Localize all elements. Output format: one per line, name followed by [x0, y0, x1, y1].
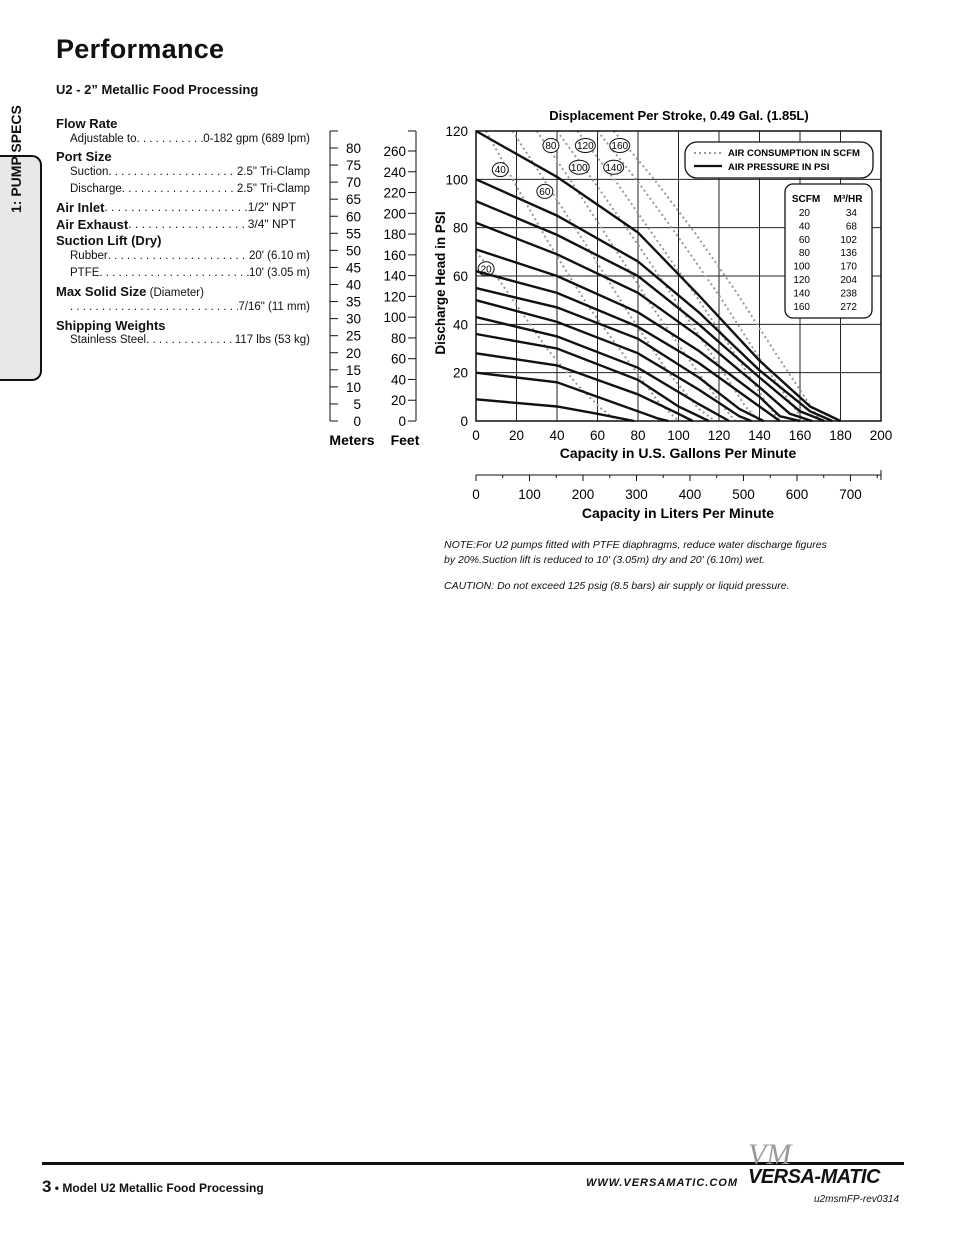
air-exhaust-value: 3/4" NPT: [247, 217, 296, 231]
liters-tick-label: 600: [785, 487, 809, 502]
liters-tick-label: 700: [839, 487, 862, 502]
table-cell-m3hr: 170: [840, 261, 857, 273]
table-cell-m3hr: 136: [840, 248, 857, 260]
max-solid-note: (Diameter): [149, 287, 204, 299]
x-tick-label: 200: [869, 428, 893, 443]
x-tick-label: 40: [549, 428, 565, 443]
x-tick-label: 20: [508, 428, 525, 443]
x-tick-label: 60: [589, 428, 606, 443]
head-scales: [329, 131, 419, 448]
meters-tick-label: 80: [345, 141, 361, 156]
website-link[interactable]: WWW.VERSAMATIC.COM: [586, 1177, 739, 1189]
suction-lift-heading: Suction Lift (Dry): [56, 233, 162, 248]
table-cell-scfm: 160: [793, 301, 810, 313]
consumption-label-120: 120: [577, 141, 594, 152]
feet-tick-label: 140: [383, 268, 406, 284]
feet-tick-label: 200: [383, 206, 406, 222]
liters-tick-label: 100: [518, 487, 541, 502]
meters-tick-label: 55: [345, 226, 361, 242]
table-header-m3hr: M³/HR: [833, 194, 863, 205]
table-cell-scfm: 60: [798, 234, 810, 246]
meters-tick-label: 40: [345, 277, 361, 293]
y-axis-label: Discharge Head in PSI: [433, 211, 448, 355]
consumption-label-80: 80: [545, 141, 557, 152]
feet-tick-label: 60: [390, 351, 406, 367]
y-tick-label: 80: [452, 220, 468, 236]
port-size-heading: Port Size: [56, 149, 112, 164]
feet-tick-label: 80: [390, 330, 406, 346]
brand-logo: VERSA-MATIC: [748, 1166, 880, 1188]
liters-tick-label: 400: [678, 487, 702, 502]
feet-tick-label: 220: [383, 185, 406, 201]
y-tick-label: 120: [445, 124, 468, 139]
liters-tick-label: 0: [472, 487, 480, 502]
max-solid-heading: Max Solid Size: [56, 284, 147, 299]
meters-tick-label: 15: [345, 362, 361, 378]
x-tick-label: 0: [472, 428, 480, 443]
y-tick-label: 60: [452, 269, 468, 284]
feet-tick-label: 180: [383, 227, 406, 243]
table-header-scfm: SCFM: [791, 194, 821, 205]
liters-axis-label: Capacity in Liters Per Minute: [581, 505, 775, 521]
performance-chart: [0, 0, 954, 560]
table-cell-scfm: 40: [798, 221, 810, 233]
table-cell-m3hr: 272: [840, 301, 857, 313]
rubber-value: 20' (6.10 m): [249, 250, 310, 262]
feet-tick-label: 0: [398, 414, 406, 429]
revision-code: u2msmFP-rev0314: [814, 1194, 900, 1205]
legend-item-consumption: AIR CONSUMPTION IN SCFM: [728, 148, 860, 159]
ptfe-value: 10' (3.05 m): [249, 267, 310, 279]
x-tick-label: 160: [788, 428, 812, 443]
suction-value: 2.5" Tri-Clamp: [236, 166, 310, 178]
x-axis-label: Capacity in U.S. Gallons Per Minute: [559, 445, 797, 461]
table-cell-m3hr: 68: [845, 221, 857, 233]
x-tick-label: 120: [707, 428, 731, 443]
feet-tick-label: 160: [383, 247, 406, 263]
y-tick-label: 40: [452, 317, 468, 333]
air-exhaust-heading: Air Exhaust: [56, 217, 129, 232]
legend-item-pressure: AIR PRESSURE IN PSI: [728, 162, 830, 173]
meters-tick-label: 60: [345, 209, 361, 225]
feet-tick-label: 260: [383, 144, 406, 159]
meters-tick-label: 35: [345, 294, 361, 310]
meters-tick-label: 5: [353, 396, 361, 412]
y-tick-label: 0: [460, 414, 468, 429]
x-tick-label: 80: [630, 428, 646, 443]
consumption-label-60: 60: [539, 186, 551, 198]
table-cell-m3hr: 34: [845, 208, 857, 219]
side-tab-label: 1: PUMP SPECS: [8, 105, 24, 213]
page-number: 3: [42, 1177, 52, 1196]
meters-label: Meters: [329, 432, 375, 448]
ptfe-label: PTFE: [70, 267, 100, 279]
table-cell-m3hr: 102: [840, 234, 857, 246]
x-tick-label: 180: [829, 428, 852, 443]
chart-legend: [685, 142, 873, 318]
consumption-label-100: 100: [570, 162, 588, 174]
pressure-line-9: [476, 317, 729, 421]
shipping-label: Stainless Steel: [70, 334, 147, 346]
feet-tick-label: 20: [390, 393, 406, 409]
table-cell-m3hr: 204: [840, 275, 857, 286]
shipping-heading: Shipping Weights: [56, 318, 166, 333]
meters-tick-label: 50: [345, 243, 361, 259]
y-tick-label: 100: [445, 172, 468, 188]
meters-tick-label: 70: [345, 175, 361, 191]
y-tick-label: 20: [452, 365, 468, 381]
max-solid-value: 7/16" (11 mm): [238, 301, 310, 313]
liters-tick-label: 500: [732, 487, 755, 502]
meters-tick-label: 65: [345, 192, 361, 208]
feet-tick-label: 40: [390, 372, 406, 388]
table-cell-scfm: 120: [793, 275, 810, 286]
table-cell-scfm: 140: [793, 288, 810, 300]
note-line-1: NOTE:For U2 pumps fitted with PTFE diaphragms, reduce water discharge figures: [444, 539, 827, 551]
page-title: Performance: [56, 34, 225, 64]
consumption-label-20: 20: [480, 264, 492, 276]
x-tick-label: 140: [748, 428, 771, 443]
flow-rate-label: Adjustable to: [70, 133, 137, 145]
shipping-value: 117 lbs (53 kg): [234, 334, 310, 346]
table-cell-scfm: 80: [798, 248, 810, 260]
x-tick-label: 100: [667, 428, 690, 443]
meters-tick-label: 25: [345, 328, 361, 344]
flow-rate-value: 0-182 gpm (689 lpm): [203, 133, 310, 145]
feet-tick-label: 240: [383, 164, 406, 180]
meters-tick-label: 45: [345, 260, 361, 276]
page-subtitle: U2 - 2” Metallic Food Processing: [56, 82, 259, 97]
note-line-2: by 20%.Suction lift is reduced to 10' (3.05m) dry and 20' (6.10m) wet.: [444, 554, 765, 566]
rubber-label: Rubber: [70, 250, 108, 262]
liters-tick-label: 300: [625, 487, 648, 502]
consumption-label-40: 40: [494, 165, 506, 177]
feet-tick-label: 100: [383, 310, 406, 326]
table-cell-scfm: 100: [793, 261, 810, 273]
brand-mark: VM: [748, 1138, 792, 1171]
meters-tick-label: 20: [345, 345, 361, 361]
consumption-label-160: 160: [611, 141, 629, 152]
feet-tick-label: 120: [383, 289, 406, 305]
caution-note: CAUTION: Do not exceed 125 psig (8.5 bars) air supply or liquid pressure.: [444, 580, 790, 592]
meters-tick-label: 0: [353, 414, 361, 429]
suction-label: Suction: [70, 166, 109, 178]
feet-label: Feet: [390, 432, 420, 448]
pressure-line-4: [476, 223, 812, 421]
table-cell-scfm: 20: [798, 208, 810, 219]
air-inlet-value: 1/2" NPT: [247, 200, 296, 214]
liters-tick-label: 200: [571, 487, 595, 502]
meters-tick-label: 75: [345, 158, 361, 174]
air-inlet-heading: Air Inlet: [56, 200, 105, 215]
footer-model-text: • Model U2 Metallic Food Processing: [51, 1181, 264, 1195]
footer-model: [42, 1177, 264, 1197]
table-cell-m3hr: 238: [840, 288, 857, 300]
discharge-value: 2.5" Tri-Clamp: [236, 183, 310, 195]
meters-tick-label: 30: [345, 311, 361, 327]
meters-tick-label: 10: [345, 379, 361, 395]
chart-title: Displacement Per Stroke, 0.49 Gal. (1.85L): [549, 108, 809, 123]
discharge-label: Discharge: [70, 183, 122, 195]
consumption-label-140: 140: [605, 162, 623, 174]
flow-rate-heading: Flow Rate: [56, 116, 118, 131]
